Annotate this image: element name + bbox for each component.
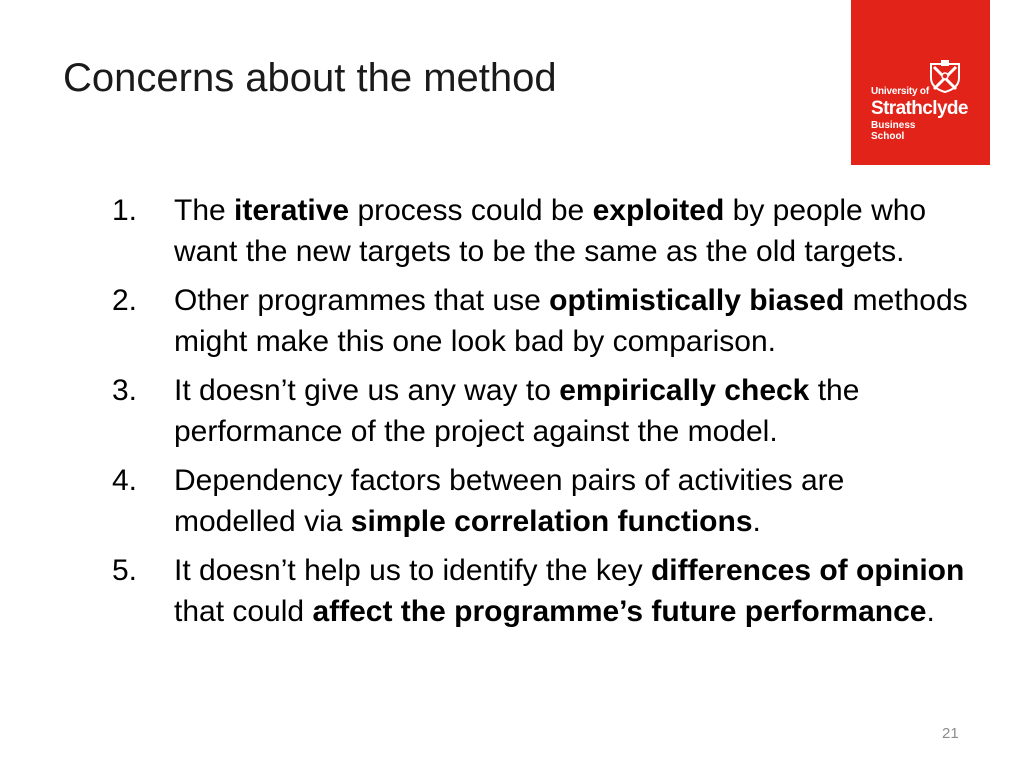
text-segment: It doesn’t help us to identify the key xyxy=(174,554,651,587)
logo-text-line2: Strathclyde xyxy=(871,98,968,119)
text-segment: by people who want the new targets to be the same as the old targets. xyxy=(174,194,927,268)
emphasized-text: affect the programme’s future performance xyxy=(312,595,927,628)
emphasized-text: iterative xyxy=(234,194,350,227)
logo-text-line4: School xyxy=(871,131,905,142)
text-segment: The xyxy=(174,194,235,227)
text-segment: It doesn’t give us any way to xyxy=(174,374,560,407)
list-item xyxy=(112,370,972,452)
list-item-text xyxy=(174,194,926,268)
logo-text-line3: Business xyxy=(871,120,916,131)
concerns-list xyxy=(112,190,972,640)
text-segment: the performance of the project against the model. xyxy=(174,374,860,448)
list-item-text xyxy=(174,554,964,628)
list-item-number: 5. xyxy=(112,554,138,587)
list-item-number: 2. xyxy=(112,284,138,317)
text-segment: methods might make this one look bad by comparison. xyxy=(174,284,968,358)
list-item-text xyxy=(174,284,968,358)
list-item-number: 3. xyxy=(112,374,138,407)
text-segment: . xyxy=(752,505,761,538)
list-item-text xyxy=(174,374,859,448)
logo-text-line1: University of xyxy=(871,86,929,97)
text-segment: . xyxy=(926,595,935,628)
slide-title: Concerns about the method xyxy=(63,56,557,100)
university-logo xyxy=(851,0,990,165)
emphasized-text: differences of opinion xyxy=(650,554,965,587)
list-item-text xyxy=(174,464,844,538)
emphasized-text: empirically check xyxy=(559,374,810,407)
emphasized-text: simple correlation functions xyxy=(350,505,753,538)
list-item xyxy=(112,280,972,362)
text-segment: process could be xyxy=(349,194,593,227)
list-item xyxy=(112,550,972,632)
page-number: 21 xyxy=(942,725,959,742)
list-item-number: 1. xyxy=(112,194,138,227)
emphasized-text: optimistically biased xyxy=(549,284,845,317)
list-item xyxy=(112,190,972,272)
text-segment: that could xyxy=(174,595,313,628)
text-segment: Other programmes that use xyxy=(174,284,550,317)
text-segment: Dependency factors between pairs of activities are modelled via xyxy=(174,464,845,538)
emphasized-text: exploited xyxy=(592,194,725,227)
list-item xyxy=(112,460,972,542)
list-item-number: 4. xyxy=(112,464,138,497)
